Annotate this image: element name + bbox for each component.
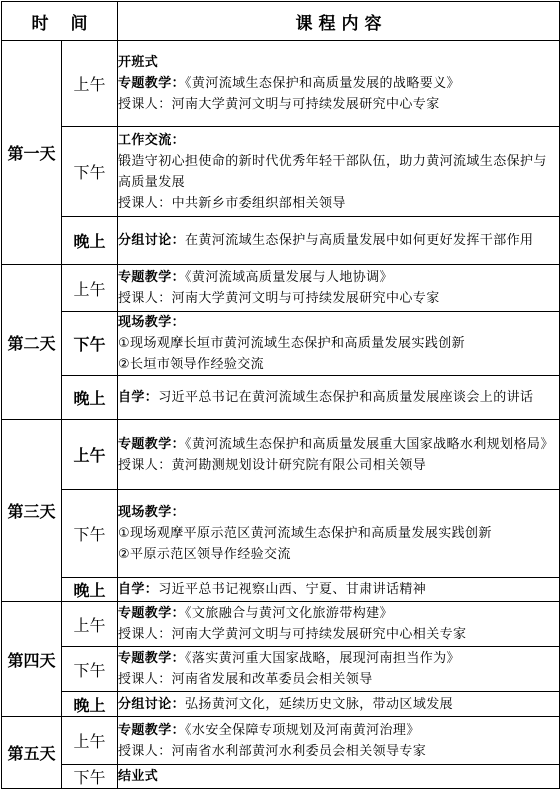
- session-content: [118, 312, 560, 376]
- content-line: [118, 130, 559, 151]
- time-slot-label: 下午: [62, 127, 118, 217]
- day-label: 第四天: [2, 602, 62, 717]
- session-text: ①现场观摩长垣市黄河流域生态保护和高质量发展实践创新: [118, 336, 466, 351]
- session-text: 授课人：河南省水利部黄河水利委员会相关领导专家: [118, 743, 427, 759]
- session-text: ②长垣市领导作经验交流: [118, 357, 265, 372]
- time-slot-label: 晚上: [62, 692, 118, 717]
- schedule-row: [2, 217, 560, 265]
- session-text: 授课人：黄河勘测规划设计研究院有限公司相关领导: [118, 457, 427, 473]
- session-type-label: 专题教学：: [118, 651, 186, 666]
- time-slot-label: 晚上: [62, 376, 118, 420]
- session-text: ①现场观摩平原示范区黄河流域生态保护和高质量发展实践创新: [118, 526, 492, 541]
- time-slot-label: 下午: [62, 647, 118, 692]
- time-slot-label: 晚上: [62, 217, 118, 265]
- session-text: 授课人：河南大学黄河文明与可持续发展研究中心专家: [118, 97, 440, 112]
- time-slot-label: 上午: [62, 41, 118, 127]
- session-type-label: 专题教学：: [118, 606, 186, 621]
- schedule-row: [2, 647, 560, 692]
- time-slot-label: 晚上: [62, 578, 118, 602]
- content-line: [118, 193, 559, 214]
- session-type-label: 专题教学：: [118, 436, 186, 452]
- session-text: 在黄河流域生态保护与高质量发展中如何更好发挥干部作用: [185, 233, 534, 248]
- content-line: [118, 579, 559, 600]
- session-type-label: 结业式: [118, 769, 159, 784]
- schedule-row: [2, 312, 560, 376]
- content-line: [118, 52, 559, 73]
- time-slot-label: 下午: [62, 490, 118, 578]
- header-course-content: 课 程 内 容: [118, 2, 560, 41]
- session-content: [118, 647, 560, 692]
- session-type-label: 分组讨论：: [118, 233, 186, 248]
- session-content: [118, 217, 560, 265]
- session-content: [118, 578, 560, 602]
- session-text: 《水安全保障专项规划及河南黄河治理》: [185, 722, 420, 738]
- session-text: 习近平总书记视察山西、宁夏、甘肃讲话精神: [158, 582, 427, 597]
- time-slot-label: 上午: [62, 602, 118, 647]
- schedule-row: [2, 265, 560, 312]
- session-content: [118, 717, 560, 765]
- content-line: [118, 624, 559, 645]
- time-slot-label: 下午: [62, 765, 118, 789]
- session-content: [118, 127, 560, 217]
- time-slot-label: 上午: [62, 420, 118, 490]
- header-time: 时 间: [2, 2, 118, 41]
- content-line: [118, 230, 559, 251]
- schedule-row: [2, 490, 560, 578]
- session-type-label: 工作交流：: [118, 132, 186, 148]
- content-line: [118, 267, 559, 288]
- schedule-row: [2, 602, 560, 647]
- schedule-body: [2, 41, 560, 789]
- session-type-label: 专题教学：: [118, 270, 186, 285]
- session-text: ②平原示范区领导作经验交流: [118, 547, 291, 562]
- session-text: 习近平总书记在黄河流域生态保护和高质量发展座谈会上的讲话: [158, 390, 534, 405]
- content-line: [118, 312, 559, 333]
- session-content: [118, 765, 560, 789]
- schedule-row: [2, 765, 560, 789]
- day-label: 第三天: [2, 420, 62, 602]
- time-slot-label: 上午: [62, 717, 118, 765]
- content-line: [118, 333, 559, 354]
- content-line: [118, 288, 559, 309]
- schedule-row: [2, 578, 560, 602]
- content-line: [118, 455, 559, 476]
- day-label: 第一天: [2, 41, 62, 265]
- session-type-label: 开班式: [118, 55, 159, 70]
- content-line: [118, 354, 559, 375]
- content-line: [118, 387, 559, 408]
- session-content: [118, 376, 560, 420]
- session-content: [118, 41, 560, 127]
- time-slot-label: 上午: [62, 265, 118, 312]
- session-text: 《黄河流域生态保护和高质量发展重大国家战略水利规划格局》: [185, 436, 554, 452]
- session-content: [118, 265, 560, 312]
- session-content: [118, 420, 560, 490]
- session-text: 授课人：中共新乡市委组织部相关领导: [118, 195, 346, 211]
- content-line: [118, 648, 559, 669]
- session-content: [118, 490, 560, 578]
- session-content: [118, 692, 560, 717]
- content-line: [118, 766, 559, 787]
- session-text: 《落实黄河重大国家战略，展现河南担当作为》: [185, 651, 460, 666]
- session-type-label: 自学：: [118, 390, 159, 405]
- content-line: [118, 720, 559, 741]
- content-line: [118, 94, 559, 115]
- session-type-label: 现场教学：: [118, 505, 186, 520]
- day-label: 第二天: [2, 265, 62, 420]
- session-text: 授课人：河南省发展和改革委员会相关领导: [118, 672, 373, 687]
- session-type-label: 现场教学：: [118, 315, 186, 330]
- session-text: 锻造守初心担使命的新时代优秀年轻干部队伍，助力黄河流域生态保护与高质量发展: [118, 153, 547, 190]
- session-type-label: 专题教学：: [118, 722, 186, 738]
- schedule-row: [2, 692, 560, 717]
- content-line: [118, 502, 559, 523]
- session-type-label: 自学：: [118, 582, 159, 597]
- content-line: [118, 523, 559, 544]
- schedule-row: [2, 420, 560, 490]
- session-text: 授课人：河南大学黄河文明与可持续发展研究中心专家: [118, 291, 440, 306]
- session-text: 授课人：河南大学黄河文明与可持续发展研究中心相关专家: [118, 627, 467, 642]
- schedule-row: [2, 127, 560, 217]
- content-line: [118, 434, 559, 455]
- course-schedule-table: [1, 1, 560, 789]
- schedule-row: [2, 41, 560, 127]
- session-content: [118, 602, 560, 647]
- content-line: [118, 151, 559, 193]
- content-line: [118, 741, 559, 762]
- content-line: [118, 669, 559, 690]
- day-label: 第五天: [2, 717, 62, 789]
- session-type-label: 分组讨论：: [118, 696, 186, 712]
- schedule-row: [2, 376, 560, 420]
- content-line: [118, 603, 559, 624]
- session-text: 弘扬黄河文化，延续历史文脉，带动区域发展: [185, 696, 454, 712]
- content-line: [118, 544, 559, 565]
- schedule-row: [2, 717, 560, 765]
- content-line: [118, 694, 559, 715]
- time-slot-label: 下午: [62, 312, 118, 376]
- session-text: 《黄河流域生态保护和高质量发展的战略要义》: [185, 76, 460, 91]
- session-type-label: 专题教学：: [118, 76, 186, 91]
- session-text: 《黄河流域高质量发展与人地协调》: [185, 270, 393, 285]
- content-line: [118, 73, 559, 94]
- session-text: 《文旅融合与黄河文化旅游带构建》: [185, 606, 393, 621]
- header-row: [2, 2, 560, 41]
